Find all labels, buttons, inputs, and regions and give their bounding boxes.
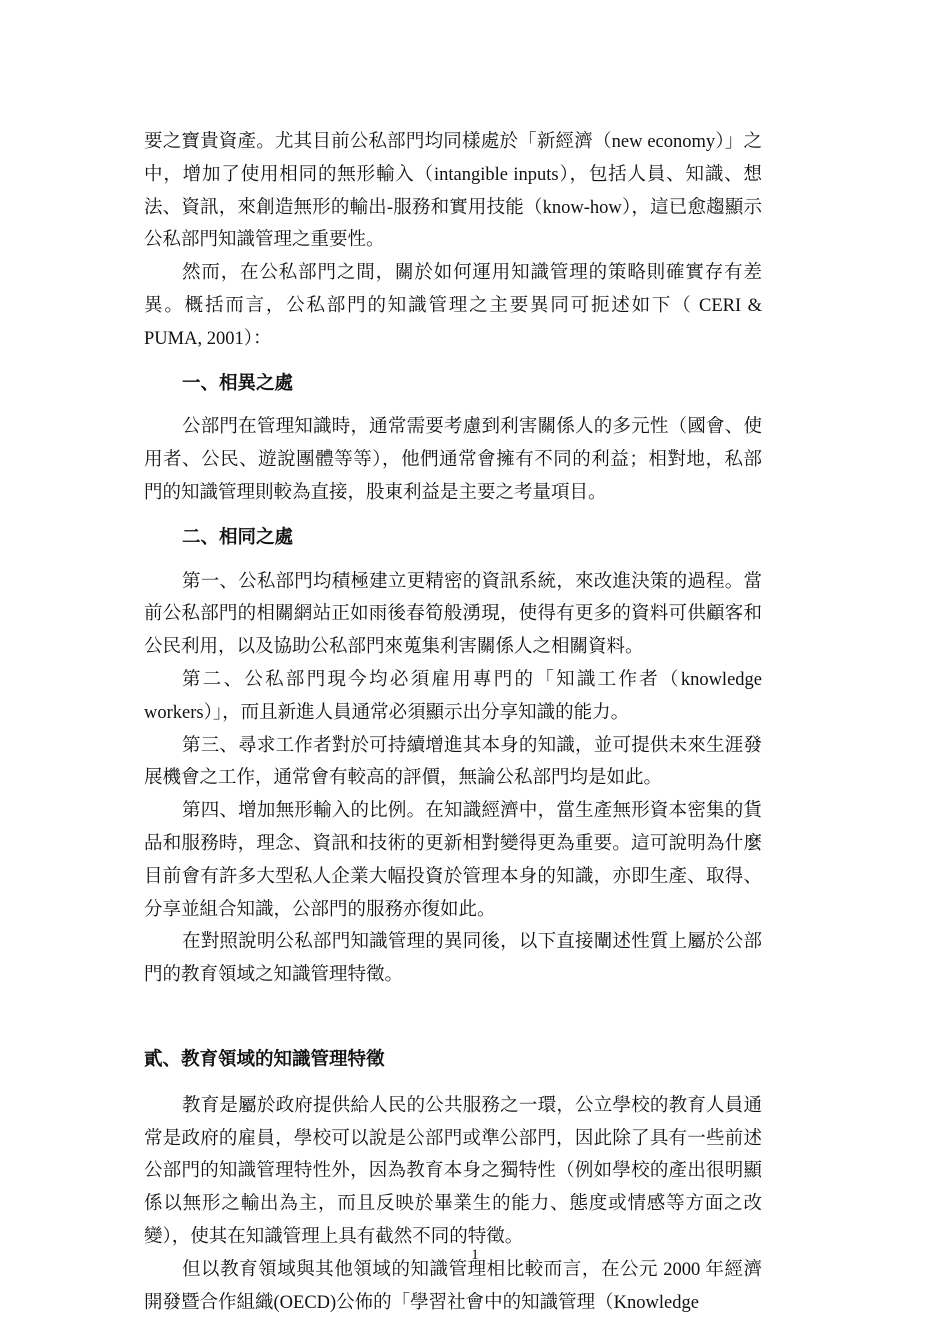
paragraph-3: 公部門在管理知識時，通常需要考慮到利害關係人的多元性（國會、使用者、公民、遊說團體等等），他們通常會擁有不同的利益；相對地，私部門的知識管理則較為直接，股東利益是主要之考量項目。 <box>144 417 762 503</box>
page-number: 1 <box>471 1247 479 1263</box>
paragraph-8: 在對照說明公私部門知識管理的異同後，以下直接闡述性質上屬於公部門的教育領域之知識管理特徵。 <box>144 932 762 986</box>
paragraph-5: 第二、公私部門現今均必須雇用專門的「知識工作者（knowledge workers）」，而且新進人員通常必須顯示出分享知識的能力。 <box>144 669 762 723</box>
paragraph-10: 但以教育領域與其他領域的知識管理相比較而言，在公元 2000 年經濟開發暨合作組織(OECD)公佈的「學習社會中的知識管理（Knowledge <box>144 1259 762 1313</box>
paragraph-4: 第一、公私部門均積極建立更精密的資訊系統，來改進決策的過程。當前公私部門的相關網站正如雨後春筍般湧現，使得有更多的資料可供顧客和公民利用，以及協助公私部門來蒐集利害關係人之相關資料。 <box>144 571 762 658</box>
subheading-similarities: 二、相同之處 <box>182 527 294 548</box>
paragraph-7: 第四、增加無形輸入的比例。在知識經濟中，當生產無形資本密集的貨品和服務時，理念、資訊和技術的更新相對變得更為重要。這可說明為什麼目前會有許多大型私人企業大幅投資於管理本身的知識，亦即生產、取得、分享並組合知識，公部門的服務亦復如此。 <box>144 801 762 920</box>
paragraph-1: 要之寶貴資產。尤其目前公私部門均同樣處於「新經濟（new economy）」之中，增加了使用相同的無形輸入（intangible inputs），包括人員、知識、想法、資訊，來創造無形的輸出-服務和實用技能（know-how），這已愈趨顯示公私部門知識管理之重要性。 <box>144 132 762 251</box>
subheading-differences: 一、相異之處 <box>182 373 294 394</box>
page-body <box>144 126 762 1319</box>
paragraph-2: 然而，在公私部門之間，關於如何運用知識管理的策略則確實存有差異。概括而言，公私部門的知識管理之主要異同可扼述如下（ CERI & PUMA, 2001）： <box>144 263 762 349</box>
paragraph-6: 第三、尋求工作者對於可持續增進其本身的知識，並可提供未來生涯發展機會之工作，通常會有較高的評價，無論公私部門均是如此。 <box>144 735 762 789</box>
paragraph-9: 教育是屬於政府提供給人民的公共服務之一環，公立學校的教育人員通常是政府的雇員，學校可以說是公部門或準公部門，因此除了具有一些前述公部門的知識管理特性外，因為教育本身之獨特性（例如學校的產出很明顯係以無形之輸出為主，而且反映於畢業生的能力、態度或情感等方面之改變），使其在知識管理上具有截然不同的特徵。 <box>144 1095 762 1247</box>
section-heading: 貳、教育領域的知識管理特徵 <box>144 1049 385 1070</box>
